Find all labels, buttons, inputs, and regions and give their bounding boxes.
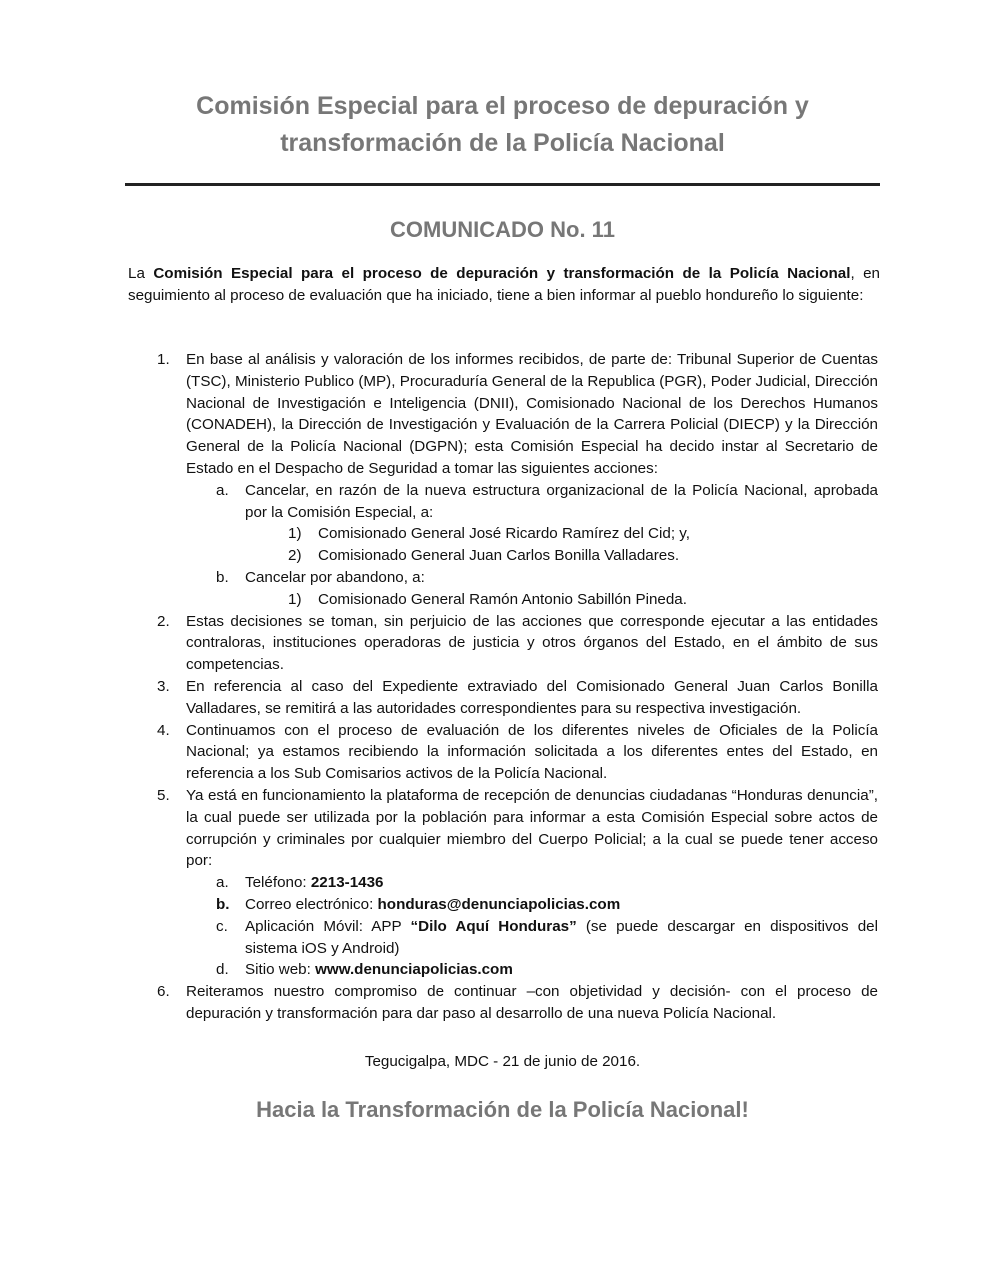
contact-label: Correo electrónico: [245, 895, 378, 913]
sub-sub-item-number: 1) [288, 525, 302, 543]
title-line-2: transformación de la Policía Nacional [280, 129, 725, 157]
date-line: Tegucigalpa, MDC - 21 de junio de 2016. [364, 1053, 641, 1070]
contact-label: Sitio web: [245, 961, 316, 979]
sub-sub-item-text: Comisionado General Ramón Antonio Sabillón Pineda. [318, 590, 687, 608]
sub-item-1a [0, 480, 878, 524]
title-line-1: Comisión Especial para el proceso de depuración y [196, 92, 809, 120]
app-name: “Dilo Aquí Honduras” [410, 917, 577, 935]
list-item-5 [0, 785, 878, 872]
sub-item-letter: c. [216, 917, 228, 935]
item-number: 2. [157, 612, 170, 630]
item-number: 4. [157, 721, 170, 739]
email-address: honduras@denunciapolicias.com [377, 895, 621, 913]
contact-phone [0, 872, 878, 894]
item-text: Ya está en funcionamiento la plataforma de recepción de denuncias ciudadanas “Honduras denuncia”, la cual puede ser utilizada por la población para informar a esta Comisión Especial sobre actos de corrupción y criminales por cualquier miembro del Cuerpo Policial; a la cual se puede tener acceso por: [186, 786, 878, 870]
sub-sub-item-number: 1) [288, 590, 302, 608]
closing-slogan: Hacia la Transformación de la Policía Nacional! [256, 1097, 749, 1122]
intro-post: , en seguimiento al proceso de evaluación que ha iniciado, tiene a bien informar al pueblo hondureño lo siguiente: [128, 265, 880, 304]
comunicado-heading: COMUNICADO No. 11 [390, 217, 615, 242]
sub-sub-item-1a1 [0, 523, 878, 545]
item-number: 3. [157, 677, 170, 695]
item-number: 1. [157, 351, 170, 368]
list-item-1 [0, 349, 878, 480]
sub-item-letter: a. [216, 481, 229, 499]
list-item-6 [0, 981, 878, 1025]
sub-sub-item-text: Comisionado General Juan Carlos Bonilla Valladares. [318, 547, 680, 565]
sub-item-letter: b. [216, 895, 230, 913]
sub-item-letter: d. [216, 961, 229, 979]
website-url: www.denunciapolicias.com [315, 961, 513, 979]
list-item-2 [0, 611, 878, 676]
sub-sub-item-1a2 [0, 545, 878, 567]
sub-item-text: Cancelar por abandono, a: [245, 568, 425, 586]
sub-sub-item-1b1 [0, 589, 878, 611]
sub-sub-item-text: Comisionado General José Ricardo Ramírez del Cid; y, [318, 525, 690, 543]
intro-commission-name: Comisión Especial para el proceso de depuración y transformación de la Policía Nacional [153, 265, 851, 282]
intro-pre: La [128, 265, 154, 282]
item-text: En base al análisis y valoración de los informes recibidos, de parte de: Tribunal Superior de Cuentas (TSC), Ministerio Publico (MP), Procuraduría General de la Republica (PGR), Poder Judicial, Dirección Nacional de Investigación e Inteligencia (DNII), Comisionado Nacional de los Derechos Humanos (CONADEH), la Dirección de Investigación y Evaluación de la Carrera Policial (DIECP) y la Dirección General de la Policía Nacional (DGPN); esta Comisión Especial ha decido instar al Secretario de Estado en el Despacho de Seguridad a tomar las siguientes acciones: [186, 351, 878, 477]
list-item-3 [0, 676, 878, 720]
item-text: Reiteramos nuestro compromiso de continuar –con objetividad y decisión- con el proceso de depuración y transformación para dar paso al desarrollo de una nueva Policía Nacional. [186, 983, 878, 1022]
list-item-4 [0, 720, 878, 785]
app-note: (se puede descargar en dispositivos del sistema iOS y Android) [245, 917, 878, 957]
item-text: Continuamos con el proceso de evaluación de los diferentes niveles de Oficiales de la Policía Nacional; ya estamos recibiendo la información solicitada a los diferentes entes del Estado, en referencia a los Sub Comisarios activos de la Policía Nacional. [186, 721, 878, 783]
title-divider [125, 183, 880, 186]
item-number: 5. [157, 786, 170, 804]
contact-app [0, 916, 878, 960]
contact-label: Aplicación Móvil: APP [245, 917, 411, 935]
contact-website [0, 959, 878, 981]
sub-item-letter: a. [216, 874, 229, 892]
phone-number: 2213-1436 [310, 874, 384, 892]
document-title [120, 88, 885, 162]
item-number: 6. [157, 983, 170, 1001]
sub-item-1b [0, 567, 878, 589]
sub-sub-item-number: 2) [288, 547, 302, 565]
contact-label: Teléfono: [245, 874, 311, 892]
sub-item-text: Cancelar, en razón de la nueva estructura organizacional de la Policía Nacional, aprobada por la Comisión Especial, a: [245, 481, 878, 521]
item-text: Estas decisiones se toman, sin perjuicio de las acciones que corresponde ejecutar a las entidades contraloras, instituciones operadoras de justicia y otros órganos del Estado, en el ámbito de sus competencias. [186, 612, 878, 674]
numbered-list [0, 349, 992, 1025]
sub-item-letter: b. [216, 568, 229, 586]
intro-paragraph [128, 263, 880, 307]
contact-email [0, 894, 878, 916]
item-text: En referencia al caso del Expediente extraviado del Comisionado General Juan Carlos Bonilla Valladares, se remitirá a las autoridades correspondientes para su respectiva investigación. [186, 677, 878, 717]
